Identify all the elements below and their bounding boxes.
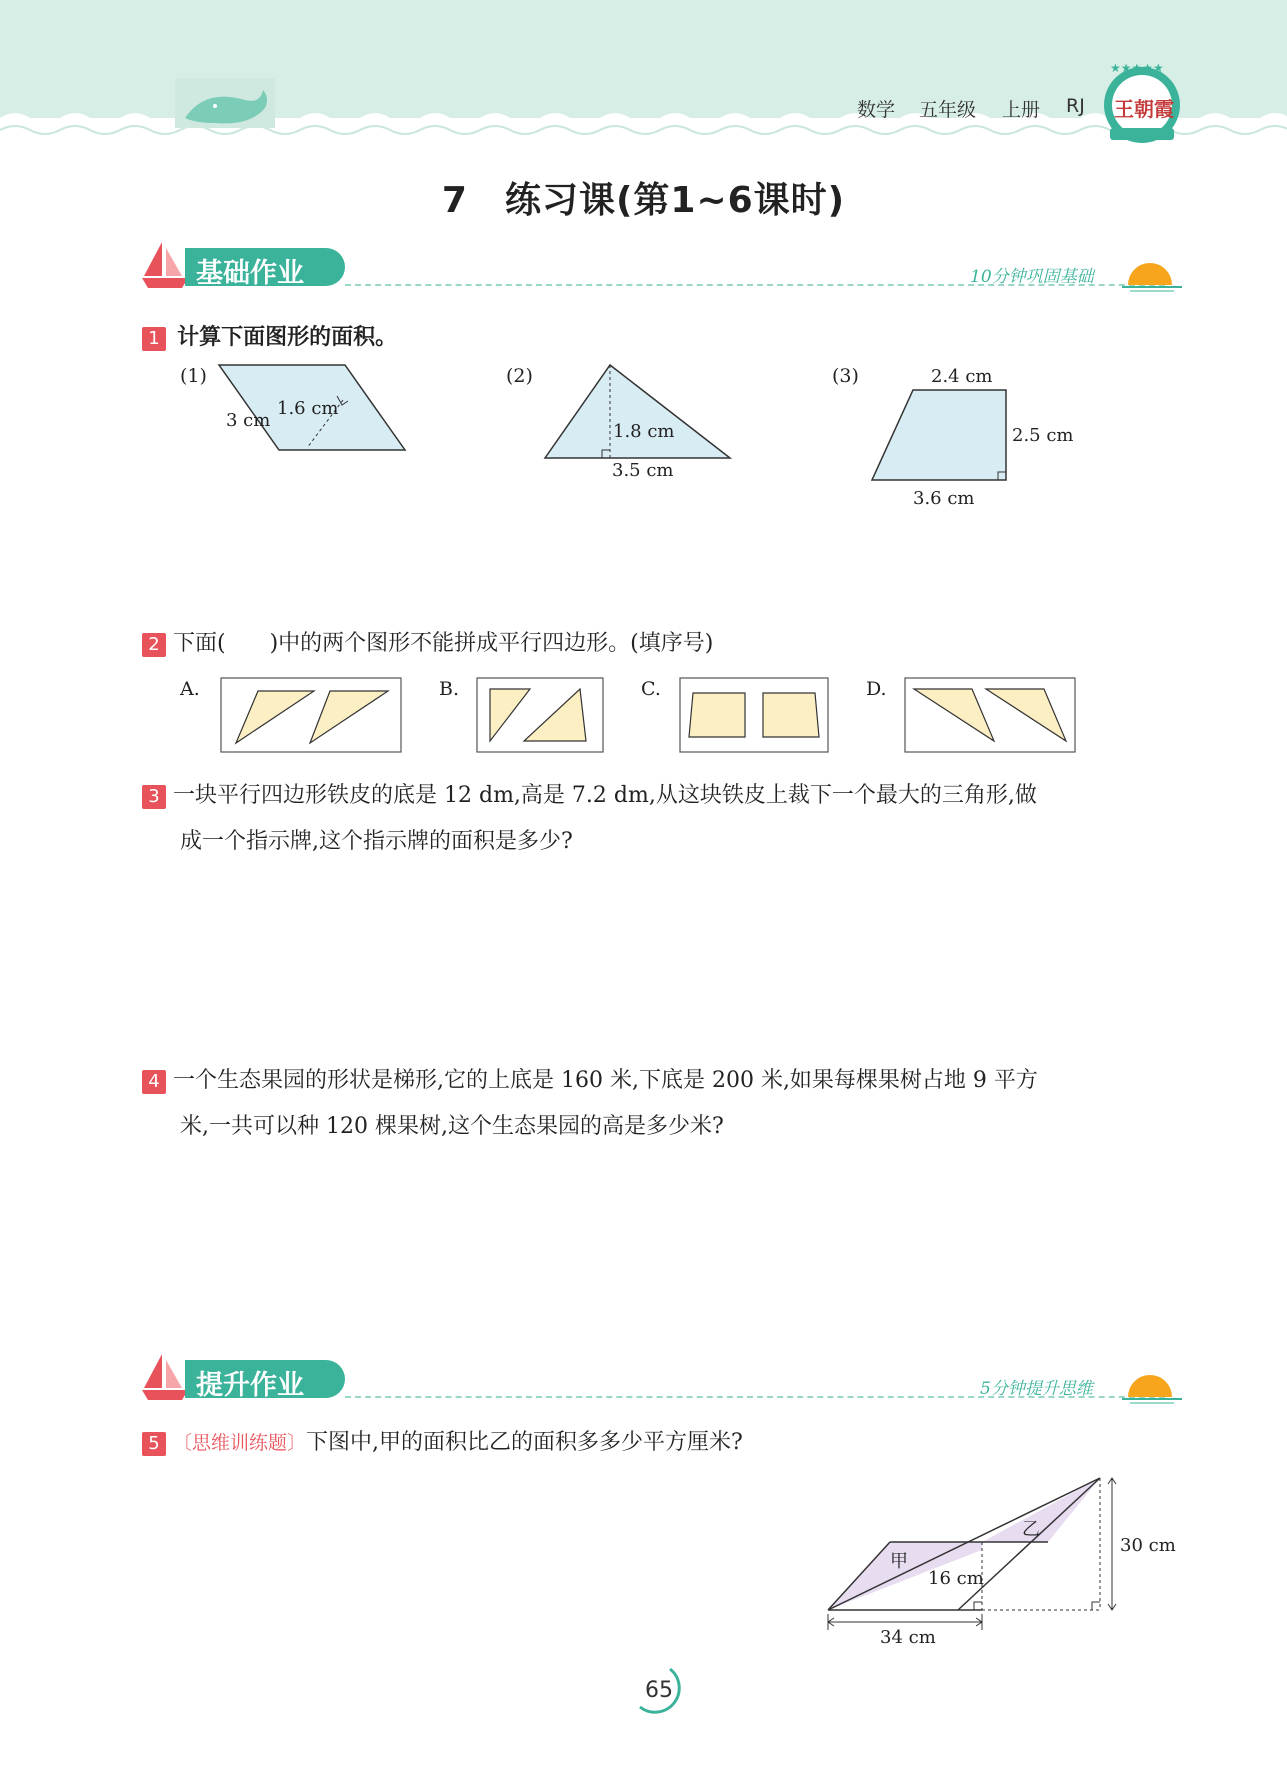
q3-line2: 成一个指示牌,这个指示牌的面积是多少? (180, 829, 573, 854)
q1-text: 计算下面图形的面积。 (177, 325, 398, 350)
q1-fig1-height: 1.6 cm (277, 398, 339, 419)
sailboat-icon (140, 1352, 190, 1402)
q3-block (142, 773, 1182, 865)
sailboat-icon (140, 240, 190, 290)
page-number: 65 (645, 1678, 673, 1703)
header-subject: 数学 (857, 99, 896, 121)
q5-number: 5 (142, 1432, 166, 1456)
page-title: 7 练习课(第1~6课时) (441, 180, 846, 221)
q4-number: 4 (142, 1070, 166, 1094)
q5-label-mid: 16 cm (928, 1568, 984, 1589)
q1-fig3-trapezoid (868, 385, 1018, 485)
q2-option-c[interactable]: C. (641, 678, 661, 700)
q1-fig2-triangle (540, 360, 740, 465)
section-basic-note: 10分钟巩固基础 (970, 267, 1094, 287)
q2-text: 下面( )中的两个图形不能拼成平行四边形。(填序号) (173, 631, 714, 656)
q5-line (142, 1420, 743, 1466)
q3-line1: 一块平行四边形铁皮的底是 12 dm,高是 7.2 dm,从这块铁皮上裁下一个最大的三角形,做 (173, 783, 1037, 808)
q4-line1: 一个生态果园的形状是梯形,它的上底是 160 米,下底是 200 米,如果每棵果树占地 9 平方 (173, 1068, 1038, 1093)
whale-icon (175, 78, 275, 128)
q1-fig3-bottom: 3.6 cm (913, 488, 975, 509)
q1-fig2-height: 1.8 cm (613, 421, 675, 442)
brand-logo (1100, 60, 1184, 146)
q1-fig2-base: 3.5 cm (612, 460, 674, 481)
q2-line (142, 621, 713, 667)
q5-figure (820, 1470, 1120, 1660)
q1-fig2-tag: (2) (506, 365, 533, 387)
q5-label-bottom: 34 cm (880, 1627, 936, 1648)
q5-text: 下图中,甲的面积比乙的面积多多少平方厘米? (306, 1430, 743, 1455)
q1-fig3-top: 2.4 cm (931, 366, 993, 387)
q5-tag: 〔思维训练题〕 (173, 1432, 307, 1454)
q2-figure-b (476, 677, 604, 753)
q2-figure-d (904, 677, 1076, 753)
q2-number: 2 (142, 633, 166, 657)
brand-logo-text: 王朝霞 (1114, 97, 1174, 121)
sunset-icon (1122, 1367, 1182, 1407)
q1-number: 1 (142, 327, 166, 351)
q1-fig3-height: 2.5 cm (1012, 425, 1074, 446)
header-volume: 上册 (1002, 99, 1041, 121)
q1-fig1-tag: (1) (180, 365, 207, 387)
q4-line2: 米,一共可以种 120 棵果树,这个生态果园的高是多少米? (180, 1114, 724, 1139)
q2-figure-c (679, 677, 829, 753)
q2-option-d[interactable]: D. (866, 678, 887, 700)
header-edition: RJ (1066, 95, 1085, 117)
section-advanced-note: 5分钟提升思维 (980, 1379, 1093, 1399)
section-basic-label: 基础作业 (196, 258, 304, 289)
sunset-icon (1122, 255, 1182, 295)
q5-label-right: 30 cm (1120, 1535, 1176, 1556)
q3-number: 3 (142, 785, 166, 809)
q1-fig3-tag: (3) (832, 365, 859, 387)
header-grade: 五年级 (919, 99, 977, 121)
q2-option-a[interactable]: A. (180, 678, 200, 700)
svg-text:★★★★★: ★★★★★ (1110, 61, 1164, 75)
q1-fig1-side: 3 cm (226, 410, 271, 431)
q2-option-b[interactable]: B. (439, 678, 460, 700)
q5-label-jia: 甲 (890, 1551, 908, 1572)
q4-block (142, 1058, 1182, 1150)
q1-heading (142, 320, 397, 351)
q5-label-yi: 乙 (1022, 1519, 1040, 1540)
q2-figure-a (220, 677, 402, 753)
section-advanced-label: 提升作业 (196, 1370, 304, 1401)
